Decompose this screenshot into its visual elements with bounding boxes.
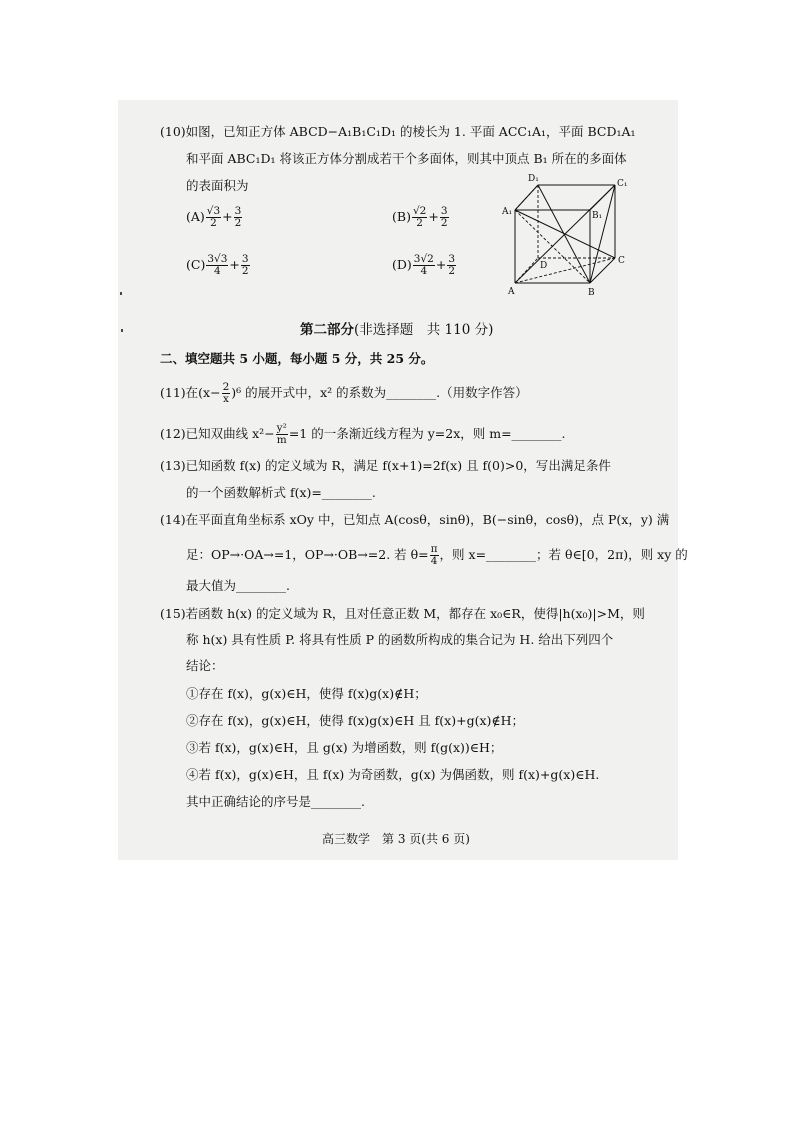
q13-line1: (13)已知函数 f(x) 的定义域为 R，满足 f(x+1)=2f(x) 且 f(0)>0，写出满足条件: [160, 458, 611, 473]
q11-answer-blank[interactable]: ________: [386, 385, 437, 400]
fraction: [241, 254, 250, 277]
label-b1: B₁: [592, 211, 603, 221]
fraction: [222, 382, 231, 405]
scan-speck: [120, 292, 122, 295]
label-d1: D₁: [528, 174, 539, 184]
q10-option-d[interactable]: [392, 254, 457, 277]
scan-speck: [121, 329, 123, 332]
q12-tail: .: [561, 426, 566, 441]
page-footer: 高三数学 第 3 页(共 6 页): [322, 832, 470, 846]
numerator: 3√2: [413, 253, 434, 265]
numerator: √2: [412, 205, 427, 217]
plus-sign: +: [428, 209, 439, 224]
q15-line1: (15)若函数 h(x) 的定义域为 R，且对任意正数 M，都存在 x₀∈R，使得|h(x₀)|>M，则: [160, 606, 645, 621]
denominator: 2: [416, 217, 423, 229]
q10-line3: 的表面积为: [186, 178, 249, 193]
q10-option-b[interactable]: [392, 206, 450, 229]
fraction: [206, 206, 221, 229]
numerator: 3: [234, 205, 242, 217]
q12-pre: (12)已知双曲线 x²−: [160, 426, 275, 441]
q11-pre: (11)在(x−: [160, 385, 221, 400]
hidden-edge-a-d: [515, 258, 538, 283]
q10-line1: (10)如图，已知正方体 ABCD−A₁B₁C₁D₁ 的棱长为 1. 平面 ACC₁A₁，平面 BCD₁A₁: [160, 124, 636, 139]
q12: [160, 423, 566, 446]
hidden-diagonal-a-c: [515, 258, 615, 283]
denominator: 4: [214, 265, 221, 277]
denominator: 2: [241, 265, 249, 277]
label-b: B: [588, 288, 595, 298]
label-d: D: [540, 261, 548, 271]
q15-ask[interactable]: 其中正确结论的序号是________.: [186, 794, 365, 809]
plus-sign: +: [222, 209, 233, 224]
q10-option-a[interactable]: [186, 206, 243, 229]
fraction: [234, 206, 243, 229]
numerator: 3: [241, 253, 249, 265]
plus-sign: +: [435, 257, 447, 272]
numerator: 3√3: [207, 253, 228, 265]
q11-tail: .（用数字作答）: [436, 385, 528, 400]
q15-conclusion-1: ①存在 f(x)，g(x)∈H，使得 f(x)g(x)∉H；: [186, 686, 427, 701]
denominator: x: [222, 393, 229, 405]
fraction: [413, 254, 435, 277]
q15-conclusion-4: ④若 f(x)，g(x)∈H，且 f(x) 为奇函数，g(x) 为偶函数，则 f(x)+g(x)∈H.: [186, 767, 600, 782]
denominator: 2: [210, 217, 217, 229]
part2-title: 第二部分: [300, 322, 354, 338]
q14-line2: [186, 544, 688, 567]
part2-subtitle: (非选择题 共 110 分): [354, 322, 494, 338]
option-label: (B): [392, 209, 411, 224]
denominator: 4: [420, 265, 428, 277]
label-c1: C₁: [617, 179, 628, 189]
q14-line2-end[interactable]: ，则 x=________；若 θ∈[0，2π)，则 xy 的: [439, 547, 688, 562]
fraction: [412, 206, 427, 229]
numerator: 3: [448, 253, 456, 265]
q12-post: =1 的一条渐近线方程为 y=2x，则 m=: [288, 426, 512, 441]
q10-line2: 和平面 ABC₁D₁ 将该正方体分割成若干个多面体，则其中顶点 B₁ 所在的多面体: [186, 151, 627, 166]
section2-instructions: 二、填空题共 5 小题，每小题 5 分，共 25 分。: [160, 351, 434, 366]
q14-line3[interactable]: 最大值为________.: [186, 578, 290, 593]
option-label: (C): [186, 257, 206, 272]
edge-b-c: [590, 258, 615, 283]
q15-conclusion-2: ②存在 f(x)，g(x)∈H，使得 f(x)g(x)∈H 且 f(x)+g(x)∉H；: [186, 713, 525, 728]
label-c: C: [618, 256, 625, 266]
denominator: 2: [440, 217, 448, 229]
q15-conclusion-3: ③若 f(x)，g(x)∈H，且 g(x) 为增函数，则 f(g(x))∈H；: [186, 740, 503, 755]
numerator: π: [430, 543, 438, 555]
fraction: [447, 254, 456, 277]
label-a1: A₁: [502, 207, 513, 217]
option-label: (A): [186, 209, 205, 224]
option-label: (D): [392, 257, 412, 272]
fraction: [206, 254, 228, 277]
q14-line1: (14)在平面直角坐标系 xOy 中，已知点 A(cosθ，sinθ)，B(−sinθ，cosθ)，点 P(x，y) 满: [160, 512, 670, 527]
fraction: [430, 544, 439, 567]
q14-line2-start: 足：OP→·OA→=1，OP→·OB→=2. 若 θ=: [186, 547, 429, 562]
cube-figure: [500, 170, 632, 300]
part2-heading: [300, 322, 493, 338]
denominator: 2: [234, 217, 242, 229]
plus-sign: +: [229, 257, 240, 272]
fraction: [276, 423, 288, 446]
q13-line2[interactable]: 的一个函数解析式 f(x)=________.: [186, 485, 376, 500]
denominator: 2: [448, 265, 456, 277]
q11: [160, 382, 528, 405]
q15-line2: 称 h(x) 具有性质 P. 将具有性质 P 的函数所构成的集合记为 H. 给出下列四个: [186, 632, 614, 647]
q15-line3: 结论：: [186, 658, 224, 673]
numerator: √3: [206, 205, 221, 217]
q12-answer-blank[interactable]: ________: [511, 426, 562, 441]
denominator: m: [276, 434, 287, 446]
denominator: 4: [430, 555, 438, 567]
q11-post: )⁶ 的展开式中，x² 的系数为: [231, 385, 387, 400]
fraction: [440, 206, 449, 229]
diagonal-a-c1: [515, 185, 615, 283]
numerator: 3: [440, 205, 448, 217]
numerator: 2: [222, 381, 230, 393]
diagonal-b-c1: [590, 185, 615, 283]
label-a: A: [508, 287, 515, 297]
numerator: y²: [276, 422, 287, 434]
q10-option-c[interactable]: [186, 254, 251, 277]
